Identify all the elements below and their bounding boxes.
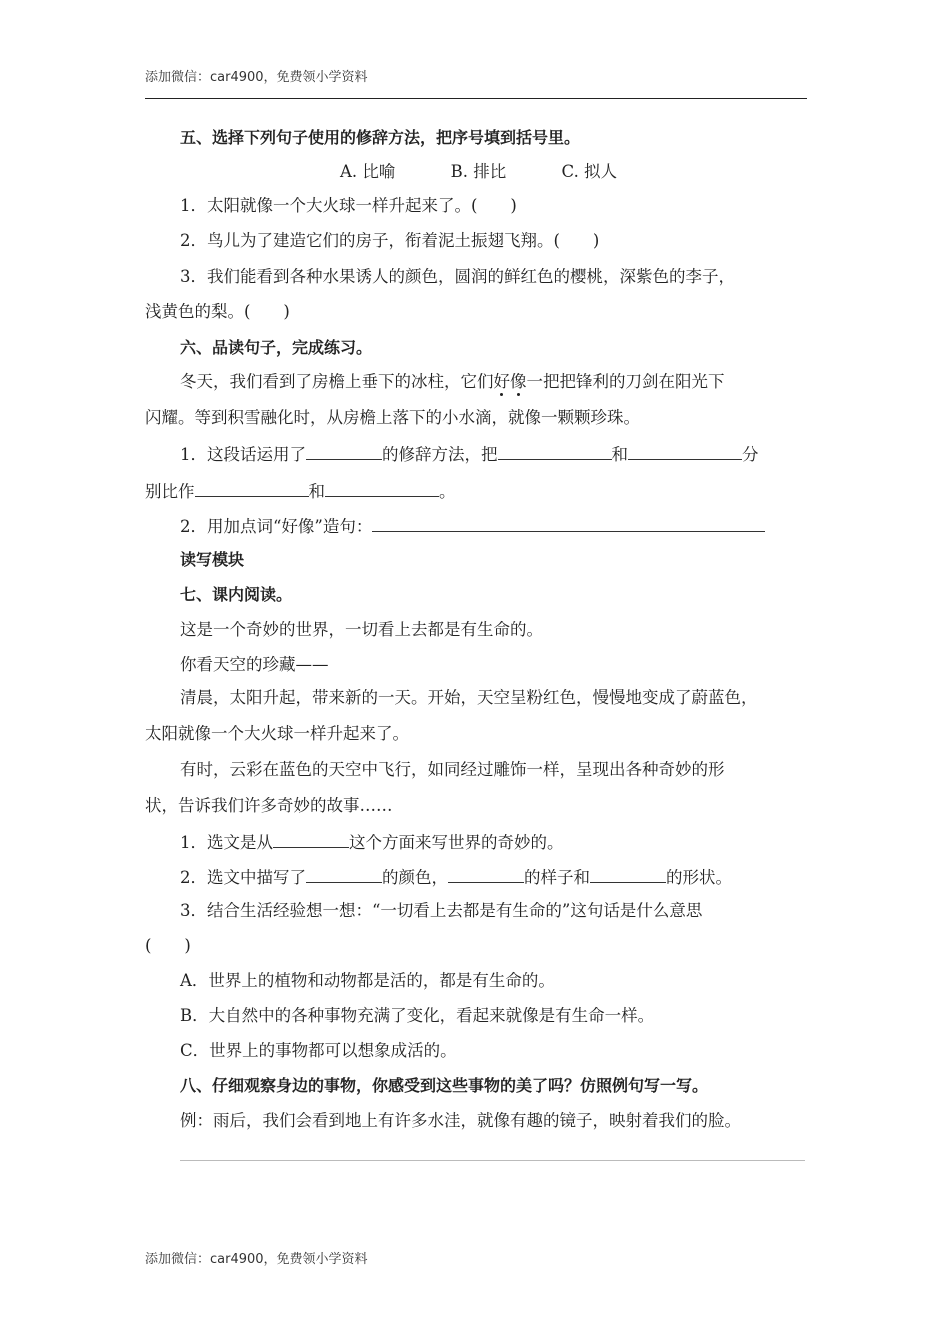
blank-shape[interactable]: [590, 866, 666, 883]
s6-question-1-line2: [145, 480, 456, 502]
answer-line[interactable]: [180, 1160, 805, 1161]
section-8-title: 八、仔细观察身边的事物，你感受到这些事物的美了吗？仿照例句写一写。: [180, 1076, 709, 1095]
s7-passage-4-line2: 状，告诉我们许多奇妙的故事……: [145, 796, 393, 815]
s7-q2-text-b: 的颜色，: [382, 868, 448, 887]
s7-passage-1: 这是一个奇妙的世界，一切看上去都是有生命的。: [180, 620, 543, 639]
blank-object-1[interactable]: [498, 443, 612, 460]
option-a: A. 比喻: [340, 162, 396, 181]
s6-passage-pre: 冬天，我们看到了房檐上垂下的冰柱，它们: [180, 372, 494, 391]
s7-question-3-line2: ( ): [145, 936, 191, 955]
s7-passage-2: 你看天空的珍藏——: [180, 655, 329, 674]
blank-compare-2[interactable]: [325, 480, 439, 497]
s5-question-3-line1: 3．我们能看到各种水果诱人的颜色，圆润的鲜红色的樱桃，深紫色的李子，: [180, 267, 735, 286]
s7-question-2: [180, 866, 732, 888]
s6-question-2: [180, 515, 765, 537]
s7-option-b: B．大自然中的各种事物充满了变化，看起来就像是有生命一样。: [180, 1006, 655, 1025]
s6-passage-line1: [180, 372, 725, 392]
blank-appearance[interactable]: [448, 866, 524, 883]
dotted-char-xiang: 像: [510, 372, 527, 391]
s6-q1-text-a: 1．这段话运用了: [180, 445, 306, 464]
s7-q1-text-a: 1．选文是从: [180, 833, 273, 852]
blank-aspect[interactable]: [273, 831, 349, 848]
blank-rhetoric[interactable]: [306, 443, 382, 460]
footer-text: 添加微信：car4900，免费领小学资料: [145, 1252, 368, 1267]
s6-q1-text-b: 的修辞方法，把: [382, 445, 498, 464]
option-b: B. 排比: [450, 162, 507, 181]
s7-option-c: C．世界上的事物都可以想象成活的。: [180, 1041, 457, 1060]
s6-question-1-line1: [180, 443, 759, 465]
section-7-title: 七、课内阅读。: [180, 585, 293, 604]
s7-passage-4-line1: 有时，云彩在蓝色的天空中飞行，如同经过雕饰一样，呈现出各种奇妙的形: [180, 760, 725, 779]
section-5-options: [340, 162, 667, 182]
blank-color[interactable]: [306, 866, 382, 883]
header-divider: [145, 98, 807, 99]
s7-passage-3-line2: 太阳就像一个大火球一样升起来了。: [145, 724, 409, 743]
s7-q2-text-c: 的样子和: [524, 868, 590, 887]
s6-passage-line2: 闪耀。等到积雪融化时，从房檐上落下的小水滴，就像一颗颗珍珠。: [145, 408, 640, 427]
blank-object-2[interactable]: [628, 443, 742, 460]
s7-q2-text-a: 2．选文中描写了: [180, 868, 306, 887]
header-text: 添加微信：car4900，免费领小学资料: [145, 70, 368, 85]
section-5-title: 五、选择下列句子使用的修辞方法，把序号填到括号里。: [180, 128, 581, 147]
s6-q2-text: 2．用加点词“好像”造句：: [180, 517, 373, 536]
s7-question-3-line1: 3．结合生活经验想一想：“一切看上去都是有生命的”这句话是什么意思: [180, 901, 703, 920]
s7-q1-text-b: 这个方面来写世界的奇妙的。: [349, 833, 564, 852]
s6-q1-text-d: 分: [742, 445, 759, 464]
module-title: 读写模块: [180, 550, 245, 569]
s6-q1-text-e: 别比作: [145, 482, 195, 501]
section-6-title: 六、品读句子，完成练习。: [180, 338, 373, 357]
s5-question-1: 1．太阳就像一个大火球一样升起来了。( ): [180, 196, 517, 215]
s6-q1-text-f: 和: [308, 482, 325, 501]
option-c: C. 拟人: [561, 162, 618, 181]
s7-q2-text-d: 的形状。: [666, 868, 732, 887]
s6-q1-text-c: 和: [611, 445, 628, 464]
s7-question-1: [180, 831, 564, 853]
blank-sentence[interactable]: [372, 515, 765, 532]
s6-q1-text-g: 。: [439, 482, 456, 501]
s7-passage-3-line1: 清晨，太阳升起，带来新的一天。开始，天空呈粉红色，慢慢地变成了蔚蓝色，: [180, 688, 758, 707]
s7-option-a: A．世界上的植物和动物都是活的，都是有生命的。: [180, 971, 555, 990]
s8-example: 例：雨后，我们会看到地上有许多水洼，就像有趣的镜子，映射着我们的脸。: [180, 1111, 741, 1130]
s6-passage-post: 一把把锋利的刀剑在阳光下: [526, 372, 725, 391]
s5-question-3-line2: 浅黄色的梨。( ): [145, 302, 290, 321]
s5-question-2: 2．鸟儿为了建造它们的房子，衔着泥土振翅飞翔。( ): [180, 231, 600, 250]
dotted-char-hao: 好: [493, 372, 510, 391]
blank-compare-1[interactable]: [195, 480, 309, 497]
